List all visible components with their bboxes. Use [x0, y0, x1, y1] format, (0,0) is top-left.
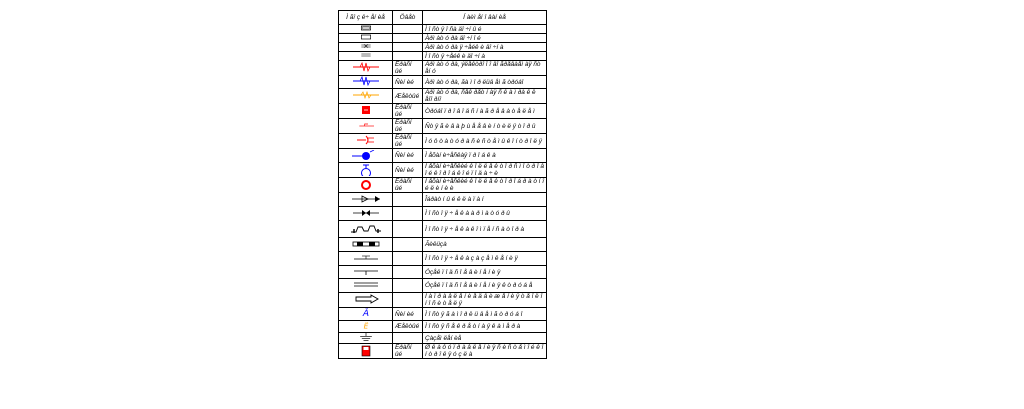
legend-color-cell: Æåëòûé	[393, 321, 423, 333]
legend-row	[339, 52, 547, 61]
orange-letter-icon	[348, 321, 384, 332]
earth-ground-icon	[348, 333, 384, 343]
legend-row	[339, 119, 547, 134]
legend-symbol-cell	[339, 252, 393, 266]
legend-label-cell: Àðì àò ó ðà äî ÷í î é	[423, 34, 547, 43]
legend-symbol-cell	[339, 163, 393, 178]
legend-color-cell	[393, 52, 423, 61]
legend-symbol-cell	[339, 221, 393, 238]
legend-row	[339, 25, 547, 34]
legend-label-cell: Ì î ñò î ÿ ÷ å ê à ç à ç å ì ë å í è ÿ	[423, 252, 547, 266]
legend-row	[339, 134, 547, 149]
legend-color-cell	[393, 252, 423, 266]
blue-letter-icon	[348, 308, 384, 320]
header-color: Öâåò	[393, 11, 423, 25]
legend-symbol-cell	[339, 76, 393, 89]
legend-label-cell: Ì î ñò ÿ ã à ì î ð ë ü ä å ì ã ò ð ó á î	[423, 308, 547, 321]
crossing-icon	[348, 43, 384, 51]
legend-color-cell: Êðàñí ûé	[393, 134, 423, 149]
legend-color-cell: Êðàñí ûé	[393, 104, 423, 119]
legend-symbol-cell	[339, 25, 393, 34]
legend-color-cell: Êðàñí ûé	[393, 344, 423, 359]
legend-row	[339, 34, 547, 43]
legend-label-cell: Ì î ñò ÿ ñ å ê ð å ò í à ÿ ê à ì å ð à	[423, 321, 547, 333]
legend-label-cell: Ì åõàí è÷åñêèé ê î ë ë å ê ò î ð î á ð à ò í î é ë è í è è	[423, 178, 547, 193]
legend-color-cell	[393, 333, 423, 344]
legend-symbol-cell	[339, 308, 393, 321]
legend-label-cell: Ãèëüçà	[423, 238, 547, 252]
legend-row	[339, 149, 547, 163]
legend-label-cell: Àðì àò ó ðà, ýëåêòðî ï î äî ãðåâàåì àÿ ñò åí ó	[423, 61, 547, 76]
legend-symbol-cell	[339, 266, 393, 279]
legend-table	[338, 10, 547, 359]
legend-label-cell: Ì åõàí è÷åñêàÿ ï ð î á ê à	[423, 149, 547, 163]
legend-label-cell: Îáðàò í û é ê ë à ï à í	[423, 193, 547, 207]
legend-label-cell: Ì åõàí è÷åñêèé ê î ë ë å ê ò î ð ñ ì î ò ð î â î é ê î ð î á ê î é ï î ä à ÷ è	[423, 163, 547, 178]
legend-row	[339, 321, 547, 333]
legend-symbol-cell	[339, 279, 393, 293]
blue-collector-icon	[348, 164, 384, 176]
legend-symbol-cell	[339, 89, 393, 104]
legend-label-cell: Çàçåì ëåí èå	[423, 333, 547, 344]
legend-row	[339, 89, 547, 104]
legend-color-cell: Æåëòûé	[393, 89, 423, 104]
legend-row	[339, 76, 547, 89]
svg-text:Ë: Ë	[363, 321, 368, 331]
legend-row	[339, 207, 547, 221]
legend-symbol-cell	[339, 149, 393, 163]
legend-row	[339, 104, 547, 119]
red-fork-icon	[348, 122, 384, 130]
legend-color-cell	[393, 238, 423, 252]
legend-row	[339, 344, 547, 359]
legend-row	[339, 293, 547, 308]
legend-label-cell: Òðóáî ï ð î â î ä ñ í à ã ð å â à ò å ë å ì	[423, 104, 547, 119]
legend-row	[339, 333, 547, 344]
legend-row	[339, 266, 547, 279]
legend-symbol-cell	[339, 134, 393, 149]
legend-color-cell: Ñèí èé	[393, 308, 423, 321]
legend-row	[339, 61, 547, 76]
legend-symbol-cell	[339, 52, 393, 61]
legend-row	[339, 193, 547, 207]
legend-label-cell: Óçåë ï î ä ñ î å ä è í å í è ÿ	[423, 266, 547, 279]
legend-row	[339, 221, 547, 238]
legend-label-cell: Óçåë ï î ä ñ î å ä è í å í è ÿ ê ò ð ó á å	[423, 279, 547, 293]
legend-label-cell: Ì î ñò ÿ ÷åéê è äî ÷í à	[423, 52, 547, 61]
legend-row	[339, 308, 547, 321]
blue-heating-line-icon	[348, 76, 384, 88]
red-branch-icon	[348, 135, 384, 147]
legend-label-cell: Ø ê à ô ó ï ð à â ë å í è ÿ ñ è ñ ò å ì î é ê î í ò ð î ë ÿ ó ç ë à	[423, 344, 547, 359]
legend-symbol-cell	[339, 104, 393, 119]
box-single-icon	[348, 34, 384, 42]
legend-color-cell: Ñèí èé	[393, 149, 423, 163]
legend-color-cell	[393, 266, 423, 279]
legend-row	[339, 43, 547, 52]
legend-color-cell	[393, 293, 423, 308]
legend-label-cell: Ì î ñò î ÿ ÷ å ê à à ð ì à ò ó ð û	[423, 207, 547, 221]
legend-label-cell: Ì î ñò î ÿ ÷ å ê à ê î ì ï å í ñ à ò î ð à	[423, 221, 547, 238]
legend-row	[339, 252, 547, 266]
header-meaning: Í àèì åí î âàí èå	[423, 11, 547, 25]
legend-color-cell	[393, 34, 423, 43]
legend-color-cell: Êðàñí ûé	[393, 178, 423, 193]
legend-row	[339, 238, 547, 252]
compensator-icon	[348, 223, 384, 235]
legend-symbol-cell	[339, 321, 393, 333]
legend-symbol-cell	[339, 119, 393, 134]
legend-label-cell: Ì à ï ð à â ë å í è å ä â è æ å í è ÿ ò å ï ë î í î ñ è ò å ë ÿ	[423, 293, 547, 308]
header-symbol: Ì ãî ç ë÷ åí èå	[339, 11, 393, 25]
legend-color-cell	[393, 221, 423, 238]
legend-color-cell: Ñèí èé	[393, 76, 423, 89]
legend-label-cell: Àðì àò ó ðà, ñåê ðåò í àÿ ñ ê à ì ðà ê ë åïî ðíî	[423, 89, 547, 104]
legend-symbol-cell	[339, 61, 393, 76]
legend-color-cell: Êðàñí ûé	[393, 61, 423, 76]
legend-row	[339, 279, 547, 293]
legend-color-cell	[393, 25, 423, 34]
legend-symbol-cell	[339, 34, 393, 43]
legend-row	[339, 178, 547, 193]
ground-line-icon	[348, 253, 384, 265]
legend-symbol-cell	[339, 333, 393, 344]
legend-symbol-cell	[339, 193, 393, 207]
legend-label-cell: Ñò ÿ ã è â à þ ù å å â è í ò è ë ÿ ò î ð ü	[423, 119, 547, 134]
legend-color-cell	[393, 43, 423, 52]
parallel-lines-icon	[348, 280, 384, 292]
legend-row	[339, 163, 547, 178]
legend-symbol-cell	[339, 207, 393, 221]
legend-header-row	[339, 11, 547, 25]
box-double-icon	[348, 25, 384, 33]
legend-label-cell: Ì î ñò ÿ î ñà äî ÷í û é	[423, 25, 547, 34]
legend-color-cell: Êðàñí ûé	[393, 119, 423, 134]
legend-symbol-cell	[339, 293, 393, 308]
legend-color-cell	[393, 207, 423, 221]
red-cabinet-icon	[348, 345, 384, 357]
double-line-icon	[348, 52, 384, 60]
check-valve-icon	[348, 194, 384, 206]
orange-heating-line-icon	[348, 90, 384, 102]
arrow-right-icon	[348, 294, 384, 306]
sleeve-icon	[348, 239, 384, 251]
legend-color-cell	[393, 193, 423, 207]
tee-icon	[348, 266, 384, 278]
legend-color-cell: Ñèí èé	[393, 163, 423, 178]
red-heating-line-icon	[348, 62, 384, 74]
legend-label-cell: Ì ó ô ò à ò ó ð à ñ è ñ ò å ì û ê î í ò ð î ë ÿ	[423, 134, 547, 149]
legend-symbol-cell	[339, 238, 393, 252]
legend-symbol-cell	[339, 178, 393, 193]
red-square-icon	[348, 105, 384, 117]
legend-symbol-cell	[339, 43, 393, 52]
svg-text:Â: Â	[362, 309, 369, 319]
blue-valve-icon	[348, 150, 384, 162]
red-ring-icon	[348, 179, 384, 191]
legend-symbol-cell	[339, 344, 393, 359]
legend-color-cell	[393, 279, 423, 293]
legend-label-cell: Àðì àò ó ðà ÿ ÷åéê è äî ÷í à	[423, 43, 547, 52]
legend-label-cell: Àðì àò ó ðà, ãà ì î ð ëüä åì ã òðóáî	[423, 76, 547, 89]
gate-valve-icon	[348, 208, 384, 220]
